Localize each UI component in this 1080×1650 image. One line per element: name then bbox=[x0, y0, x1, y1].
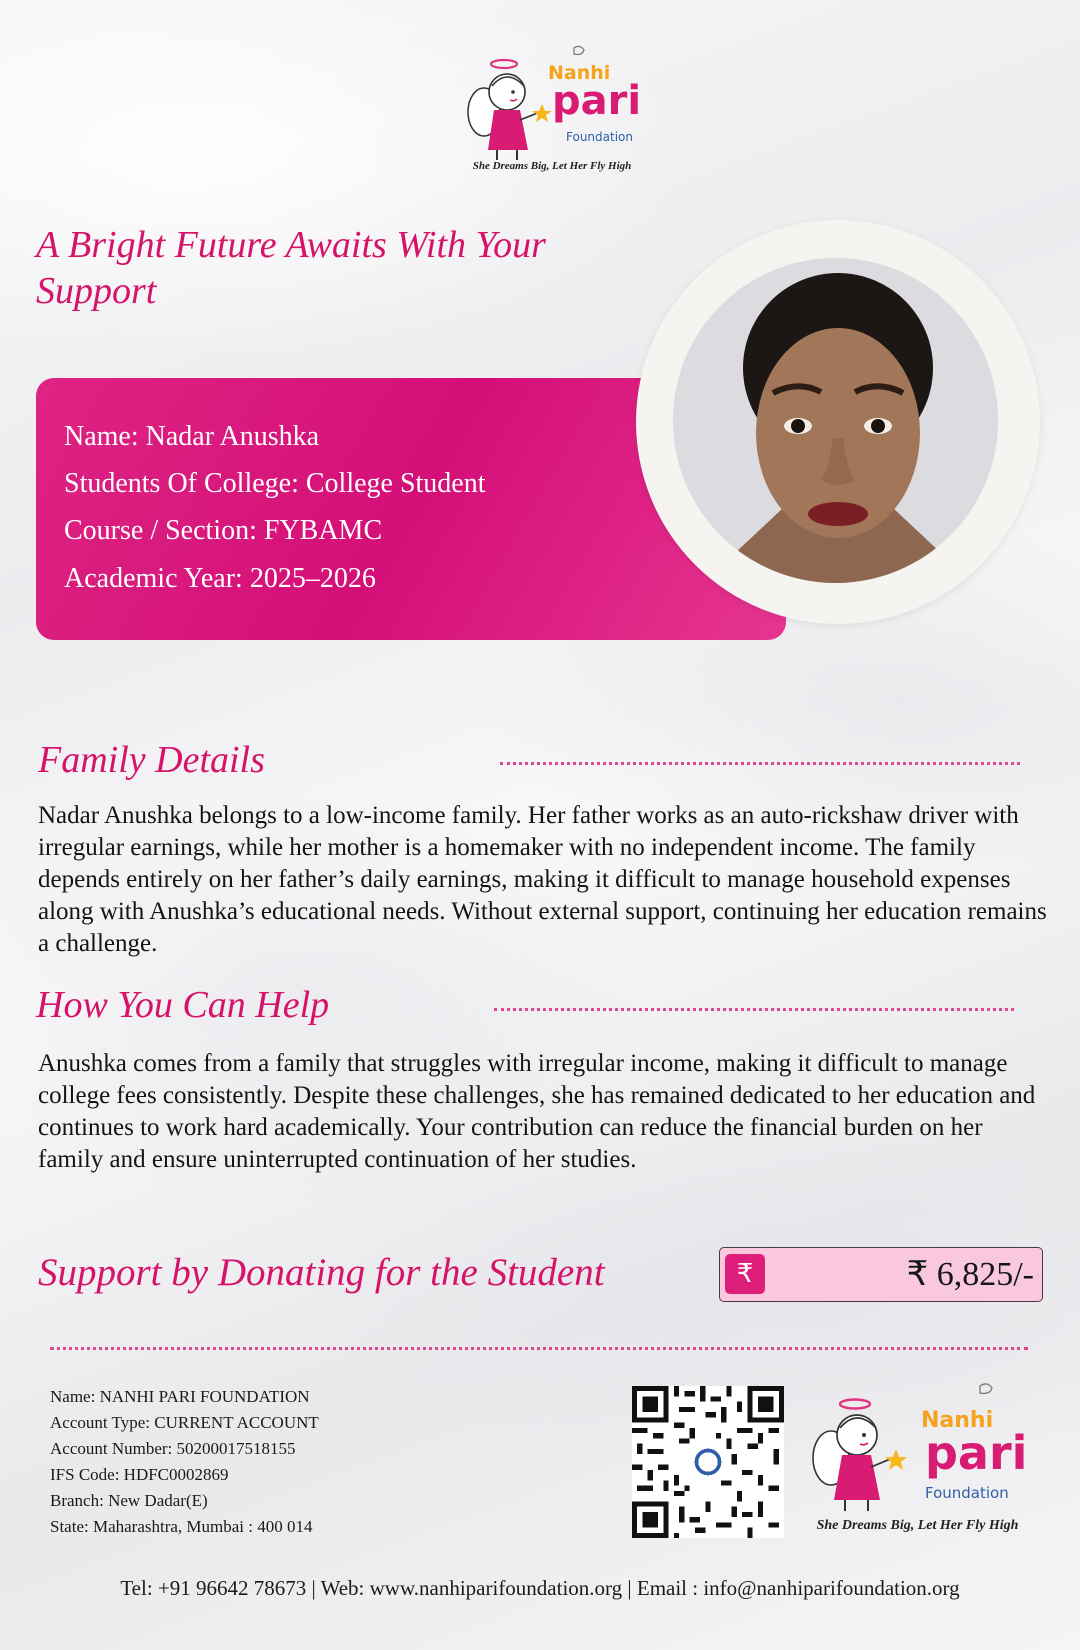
logo-name-pari: pari bbox=[925, 1426, 1028, 1480]
payment-qr-code[interactable] bbox=[632, 1386, 784, 1538]
family-details-title: Family Details bbox=[38, 739, 265, 781]
bottom-logo bbox=[805, 1380, 1030, 1540]
student-course: Course / Section: FYBAMC bbox=[64, 515, 383, 546]
qr-code-icon bbox=[632, 1386, 784, 1538]
how-to-help-title: How You Can Help bbox=[36, 984, 330, 1026]
bank-ifsc: IFS Code: HDFC0002869 bbox=[50, 1465, 229, 1484]
how-to-help-divider bbox=[494, 1008, 1014, 1011]
donation-amount-box bbox=[719, 1247, 1043, 1302]
bank-state: State: Maharashtra, Mumbai : 400 014 bbox=[50, 1517, 313, 1536]
top-logo bbox=[462, 42, 642, 187]
student-academic-year: Academic Year: 2025–2026 bbox=[64, 563, 376, 594]
how-to-help-text: Anushka comes from a family that struggles with irregular income, making it difficult to manage college fees consistently. Despite these challenges, she has remained dedicated to her education and continues to work hard academically. Your contribution can reduce the financial burden on her family and ensure uninterrupted continuation of her studies. bbox=[38, 1050, 1036, 1173]
family-details-divider bbox=[500, 762, 1020, 765]
bank-branch: Branch: New Dadar(E) bbox=[50, 1491, 208, 1510]
footer-divider bbox=[50, 1347, 1028, 1350]
student-name: Name: Nadar Anushka bbox=[64, 421, 320, 452]
student-photo bbox=[673, 258, 998, 583]
student-college: Students Of College: College Student bbox=[64, 468, 486, 499]
student-portrait-icon bbox=[673, 258, 998, 583]
logo-name-foundation: Foundation bbox=[566, 130, 633, 144]
donation-title: Support by Donating for the Student bbox=[38, 1251, 605, 1294]
logo-name-foundation: Foundation bbox=[925, 1484, 1009, 1502]
bank-account-name: Name: NANHI PARI FOUNDATION bbox=[50, 1387, 310, 1406]
bank-account-number: Account Number: 50200017518155 bbox=[50, 1439, 296, 1458]
bank-details bbox=[50, 1384, 319, 1540]
contact-line: Tel: +91 96642 78673 | Web: www.nanhiparifoundation.org | Email : info@nanhiparifoundation.org bbox=[120, 1576, 960, 1600]
family-details-text: Nadar Anushka belongs to a low-income family. Her father works as an auto-rickshaw driver with irregular earnings, while her mother is a homemaker with no independent income. The family depends entirely on her father’s daily earnings, making it difficult to manage household expenses along with Anushka’s educational needs. Without external support, continuing her education remains a challenge. bbox=[38, 802, 1047, 957]
headline-line-1: A Bright Future Awaits With Your bbox=[36, 224, 546, 266]
logo-tagline: She Dreams Big, Let Her Fly High bbox=[816, 1518, 1019, 1533]
bank-account-type: Account Type: CURRENT ACCOUNT bbox=[50, 1413, 319, 1432]
logo-name-nanhi: Nanhi bbox=[548, 62, 611, 84]
rupee-icon: ₹ bbox=[725, 1254, 765, 1294]
headline-line-2: Support bbox=[36, 270, 157, 312]
logo-name-nanhi: Nanhi bbox=[921, 1408, 994, 1433]
logo-tagline: She Dreams Big, Let Her Fly High bbox=[472, 160, 632, 172]
logo-name-pari: pari bbox=[552, 78, 642, 124]
donation-amount: ₹ 6,825/- bbox=[906, 1256, 1034, 1293]
page-headline bbox=[36, 222, 596, 314]
